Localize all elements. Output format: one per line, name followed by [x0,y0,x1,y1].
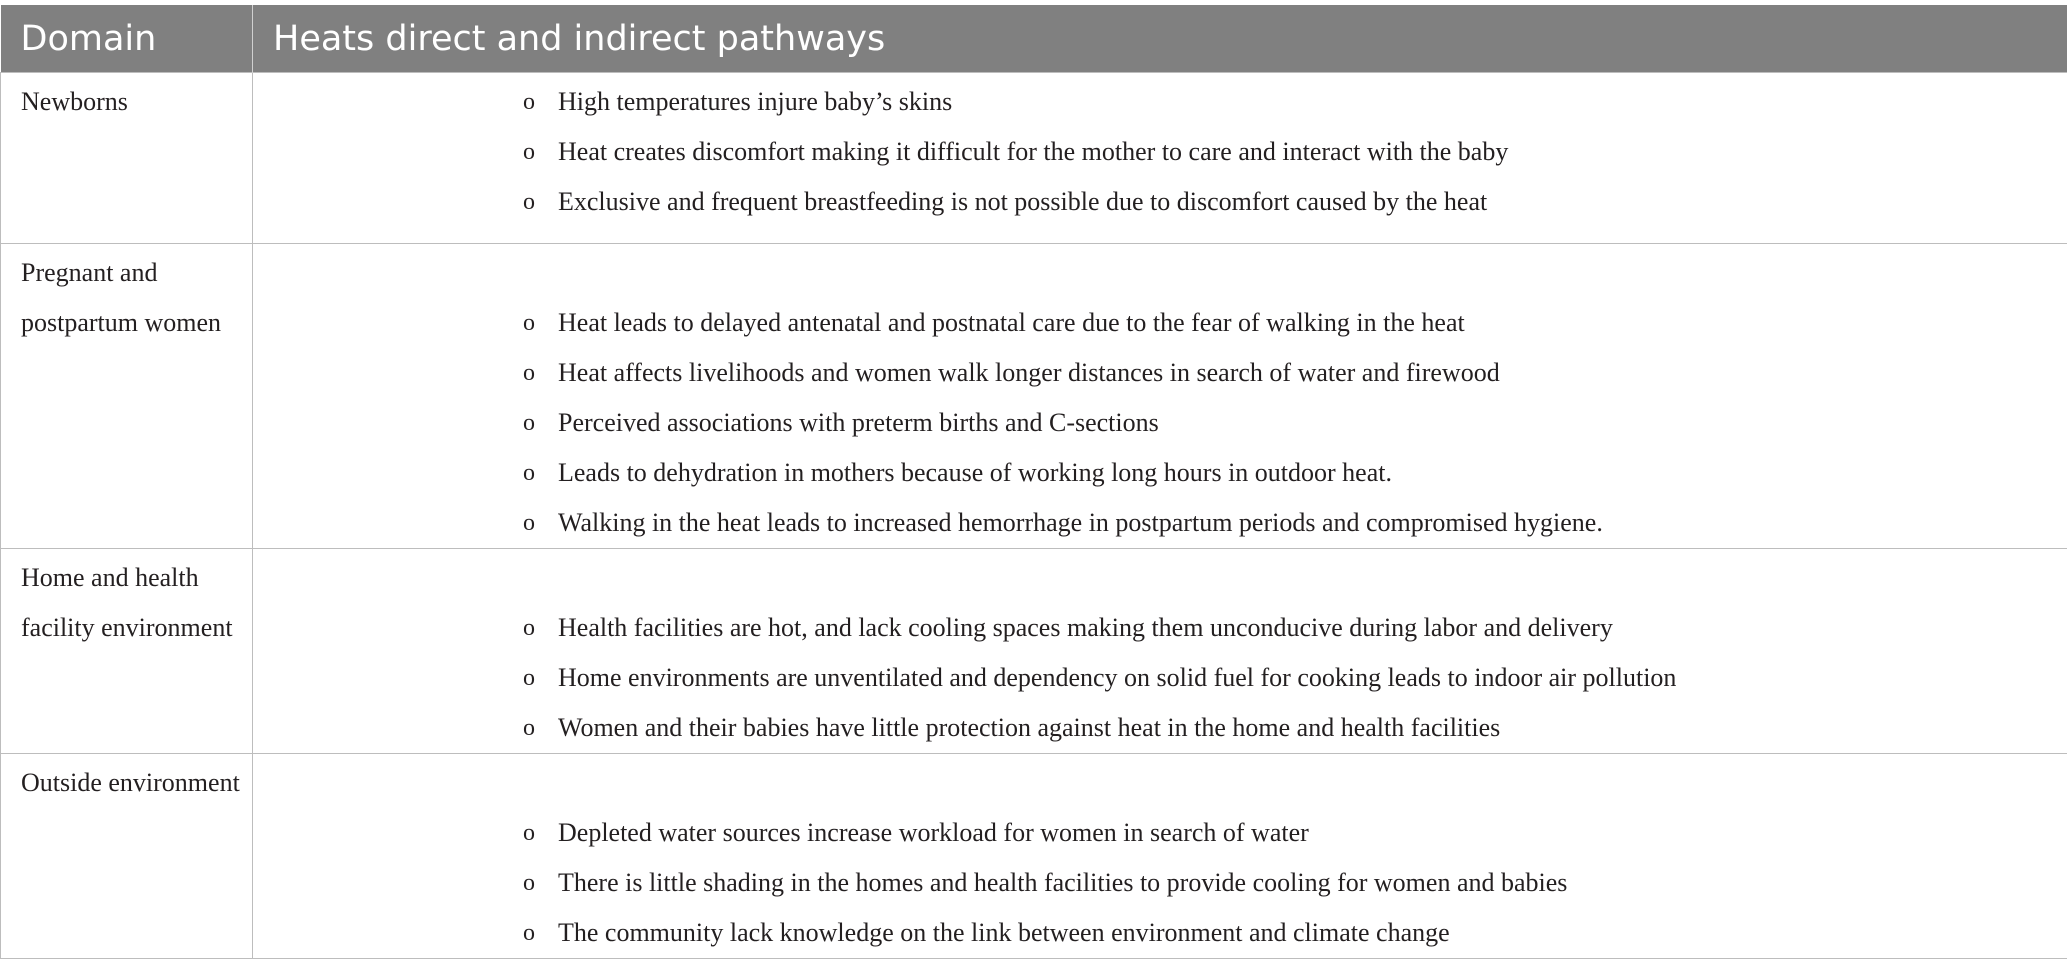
list-item [523,808,2067,858]
bullet-icon: o [523,603,535,653]
pathway-list [523,298,2067,548]
blank-line [523,248,2067,298]
pathway-list [523,808,2067,958]
table-row-home-health-facility [1,549,2067,754]
bullet-icon: o [523,858,535,908]
list-item [523,177,2067,227]
list-item [523,498,2067,548]
bullet-icon: o [523,498,535,548]
domain-cell: Pregnant and postpartum women [1,244,253,549]
list-item [523,448,2067,498]
table-row-pregnant-postpartum [1,244,2067,549]
pathways-cell [253,549,2067,754]
pathway-text: Walking in the heat leads to increased hemorrhage in postpartum periods and compromised hygiene. [558,508,1603,537]
pathway-text: The community lack knowledge on the link between environment and climate change [558,918,1450,947]
pathways-table-container [0,5,2067,959]
list-item [523,653,2067,703]
pathways-cell [253,244,2067,549]
list-item [523,298,2067,348]
header-pathways: Heats direct and indirect pathways [253,5,2067,73]
bullet-icon: o [523,703,535,753]
bullet-icon: o [523,398,535,448]
list-item [523,603,2067,653]
bullet-icon: o [523,127,535,177]
pathway-text: Depleted water sources increase workload for women in search of water [558,818,1309,847]
pathway-text: Exclusive and frequent breastfeeding is not possible due to discomfort caused by the heat [558,187,1487,216]
pathway-list [523,77,2067,227]
pathway-list [523,603,2067,753]
list-item [523,858,2067,908]
pathway-text: Home environments are unventilated and dependency on solid fuel for cooking leads to indoor air pollution [558,663,1676,692]
table-header-row [1,5,2067,73]
pathway-text: Heat leads to delayed antenatal and postnatal care due to the fear of walking in the heat [558,308,1465,337]
bullet-icon: o [523,77,535,127]
pathway-text: Heat affects livelihoods and women walk longer distances in search of water and firewood [558,358,1500,387]
pathways-table [0,5,2067,959]
pathway-text: Leads to dehydration in mothers because of working long hours in outdoor heat. [558,458,1392,487]
pathway-text: High temperatures injure baby’s skins [558,87,952,116]
pathways-cell [253,73,2067,244]
bullet-icon: o [523,448,535,498]
pathways-cell [253,754,2067,959]
pathway-text: Heat creates discomfort making it difficult for the mother to care and interact with the baby [558,137,1508,166]
bullet-icon: o [523,808,535,858]
blank-line [523,758,2067,808]
pathway-text: Women and their babies have little protection against heat in the home and health facilities [558,713,1500,742]
pathway-text: Health facilities are hot, and lack cooling spaces making them unconducive during labor and delivery [558,613,1613,642]
domain-cell: Newborns [1,73,253,244]
bullet-icon: o [523,908,535,958]
bullet-icon: o [523,298,535,348]
list-item [523,398,2067,448]
blank-line [523,553,2067,603]
domain-cell: Outside environment [1,754,253,959]
list-item [523,908,2067,958]
bullet-icon: o [523,348,535,398]
list-item [523,127,2067,177]
list-item [523,77,2067,127]
table-row-outside-environment [1,754,2067,959]
domain-cell: Home and health facility environment [1,549,253,754]
bullet-icon: o [523,177,535,227]
pathway-text: There is little shading in the homes and health facilities to provide cooling for women and babies [558,868,1567,897]
list-item [523,348,2067,398]
pathway-text: Perceived associations with preterm births and C-sections [558,408,1159,437]
bullet-icon: o [523,653,535,703]
list-item [523,703,2067,753]
header-domain: Domain [1,5,253,73]
table-row-newborns [1,73,2067,244]
